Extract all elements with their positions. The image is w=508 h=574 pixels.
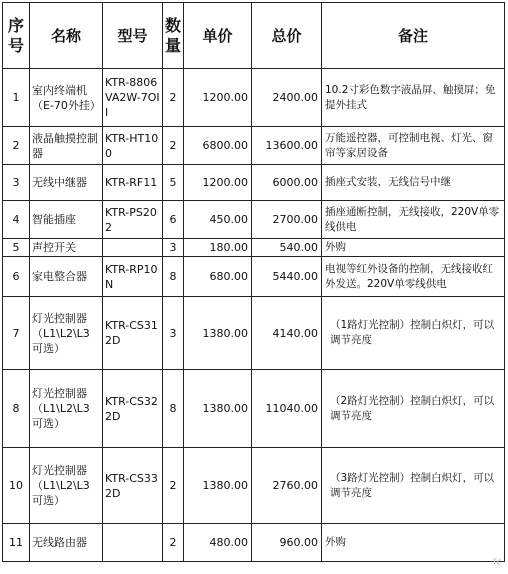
cell-remark: 10.2寸彩色数字液晶屏、触摸屏；免提外挂式	[322, 69, 505, 127]
table-row	[3, 448, 505, 524]
header-qty: 数量	[163, 3, 184, 69]
header-remark: 备注	[322, 3, 505, 69]
cell-name: 声控开关	[30, 239, 103, 257]
table-row	[3, 201, 505, 239]
cell-total: 540.00	[252, 239, 322, 257]
cell-unit-price: 1200.00	[184, 165, 252, 201]
cell-remark: 外购	[322, 524, 505, 562]
cell-model	[103, 524, 163, 562]
cell-total: 6000.00	[252, 165, 322, 201]
cell-name: 家电整合器	[30, 257, 103, 297]
cell-unit-price: 1200.00	[184, 69, 252, 127]
watermark: fc	[492, 557, 502, 568]
cell-seq: 10	[3, 448, 30, 524]
cell-name: 无线路由器	[30, 524, 103, 562]
cell-seq: 6	[3, 257, 30, 297]
cell-seq: 7	[3, 297, 30, 370]
table-row	[3, 69, 505, 127]
cell-model: KTR-RF11	[103, 165, 163, 201]
quotation-table	[2, 2, 505, 562]
cell-name: 液晶触摸控制器	[30, 127, 103, 165]
cell-seq: 8	[3, 370, 30, 448]
cell-seq: 1	[3, 69, 30, 127]
header-row	[3, 3, 505, 69]
cell-seq: 2	[3, 127, 30, 165]
cell-model: KTR-8806VA2W-7OII	[103, 69, 163, 127]
cell-name: 无线中继器	[30, 165, 103, 201]
cell-total: 2700.00	[252, 201, 322, 239]
cell-qty: 3	[163, 297, 184, 370]
cell-qty: 2	[163, 524, 184, 562]
table-row	[3, 370, 505, 448]
cell-remark: 外购	[322, 239, 505, 257]
cell-remark: （3路灯光控制）控制白炽灯，可以调节亮度	[322, 448, 505, 524]
cell-name: 智能插座	[30, 201, 103, 239]
cell-unit-price: 1380.00	[184, 297, 252, 370]
cell-unit-price: 6800.00	[184, 127, 252, 165]
cell-remark: （1路灯光控制）控制白炽灯，可以调节亮度	[322, 297, 505, 370]
cell-seq: 5	[3, 239, 30, 257]
header-model: 型号	[103, 3, 163, 69]
cell-model: KTR-RP10N	[103, 257, 163, 297]
cell-total: 4140.00	[252, 297, 322, 370]
cell-unit-price: 1380.00	[184, 448, 252, 524]
cell-qty: 5	[163, 165, 184, 201]
cell-qty: 3	[163, 239, 184, 257]
cell-model: KTR-CS332D	[103, 448, 163, 524]
cell-total: 2400.00	[252, 69, 322, 127]
table-row	[3, 127, 505, 165]
cell-remark: 插座式安装，无线信号中继	[322, 165, 505, 201]
cell-remark: 万能遥控器，可控制电视、灯光、窗帘等家居设备	[322, 127, 505, 165]
cell-unit-price: 450.00	[184, 201, 252, 239]
header-seq: 序号	[3, 3, 30, 69]
cell-seq: 11	[3, 524, 30, 562]
table-row	[3, 239, 505, 257]
cell-name: 灯光控制器（L1\L2\L3可选）	[30, 370, 103, 448]
cell-seq: 3	[3, 165, 30, 201]
cell-model	[103, 239, 163, 257]
cell-unit-price: 480.00	[184, 524, 252, 562]
header-name: 名称	[30, 3, 103, 69]
table-row	[3, 297, 505, 370]
cell-total: 11040.00	[252, 370, 322, 448]
cell-seq: 4	[3, 201, 30, 239]
cell-remark: 插座通断控制，无线接收，220V单零线供电	[322, 201, 505, 239]
cell-qty: 8	[163, 370, 184, 448]
table-row	[3, 524, 505, 562]
cell-qty: 6	[163, 201, 184, 239]
cell-model: KTR-CS322D	[103, 370, 163, 448]
header-unit-price: 单价	[184, 3, 252, 69]
header-total: 总价	[252, 3, 322, 69]
cell-qty: 2	[163, 69, 184, 127]
cell-qty: 2	[163, 127, 184, 165]
cell-total: 2760.00	[252, 448, 322, 524]
cell-name: 灯光控制器（L1\L2\L3可选）	[30, 297, 103, 370]
cell-model: KTR-HT100	[103, 127, 163, 165]
cell-qty: 8	[163, 257, 184, 297]
cell-name: 室内终端机（E-70外挂）	[30, 69, 103, 127]
cell-total: 13600.00	[252, 127, 322, 165]
table-row	[3, 257, 505, 297]
cell-model: KTR-CS312D	[103, 297, 163, 370]
cell-unit-price: 680.00	[184, 257, 252, 297]
table-row	[3, 165, 505, 201]
cell-unit-price: 1380.00	[184, 370, 252, 448]
cell-model: KTR-PS202	[103, 201, 163, 239]
cell-remark: 电视等红外设备的控制，无线接收红外发送。220V单零线供电	[322, 257, 505, 297]
cell-total: 960.00	[252, 524, 322, 562]
cell-name: 灯光控制器（L1\L2\L3可选）	[30, 448, 103, 524]
cell-unit-price: 180.00	[184, 239, 252, 257]
cell-qty: 2	[163, 448, 184, 524]
cell-total: 5440.00	[252, 257, 322, 297]
cell-remark: （2路灯光控制）控制白炽灯，可以调节亮度	[322, 370, 505, 448]
